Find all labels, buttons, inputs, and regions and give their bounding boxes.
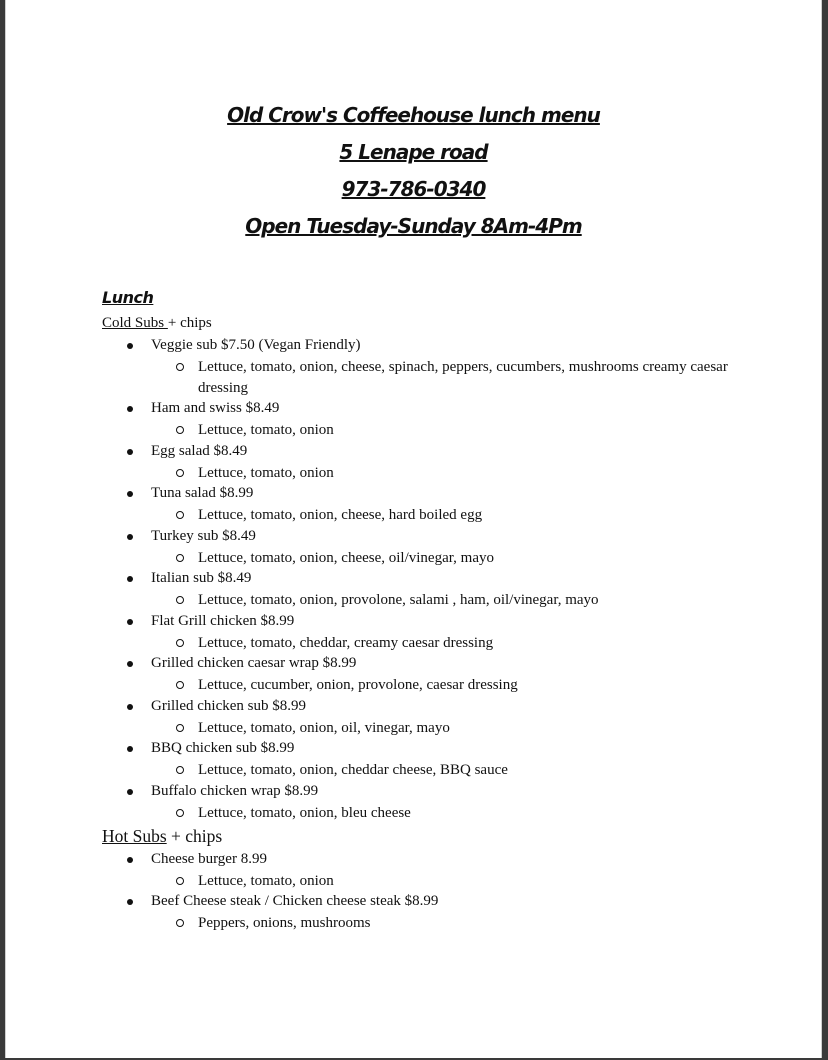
circle-bullet-icon [176,681,184,689]
bullet-icon [127,491,133,497]
item-name: Turkey sub $8.49 [151,528,256,544]
bullet-icon [127,746,133,752]
cold-subs-title: Cold Subs [102,315,168,331]
circle-bullet-icon [176,596,184,604]
circle-bullet-icon [176,639,184,647]
item-description: Lettuce, tomato, onion, provolone, salami , ham, oil/vinegar, mayo [198,590,738,611]
list-item [151,528,256,545]
item-name: Grilled chicken sub $8.99 [151,698,306,714]
bullet-icon [127,899,133,905]
list-item [151,851,267,868]
list-item [151,337,361,354]
circle-bullet-icon [176,511,184,519]
circle-bullet-icon [176,766,184,774]
item-name: Buffalo chicken wrap $8.99 [151,783,319,799]
bullet-icon [127,449,133,455]
lunch-heading: Lunch [102,288,154,307]
circle-bullet-icon [176,919,184,927]
circle-bullet-icon [176,426,184,434]
item-name: BBQ chicken sub $8.99 [151,740,295,756]
list-item [151,783,318,800]
bullet-icon [127,789,133,795]
menu-page [5,0,822,1058]
bullet-icon [127,661,133,667]
item-description: Lettuce, tomato, onion, cheese, spinach, peppers, cucumbers, mushrooms creamy caesar dressing [198,357,738,399]
list-item [151,655,356,672]
list-item [151,400,279,417]
item-description: Peppers, onions, mushrooms [198,913,738,934]
hot-subs-suffix: + chips [166,826,223,846]
menu-header [6,100,821,248]
hot-subs-title: Hot Subs [102,826,167,846]
list-item [151,570,251,587]
bullet-icon [127,619,133,625]
circle-bullet-icon [176,363,184,371]
list-item [151,613,294,630]
cold-subs-suffix: + chips [167,315,212,331]
item-name: Tuna salad $8.99 [151,485,254,501]
opening-hours: Open Tuesday-Sunday 8Am-4Pm [245,214,582,238]
item-description: Lettuce, tomato, onion, oil, vinegar, mayo [198,718,738,739]
item-description: Lettuce, tomato, onion [198,420,738,441]
item-description: Lettuce, tomato, onion, cheese, oil/vinegar, mayo [198,548,738,569]
address: 5 Lenape road [339,140,488,164]
bullet-icon [127,704,133,710]
circle-bullet-icon [176,469,184,477]
list-item [151,740,294,757]
item-description: Lettuce, tomato, onion [198,463,738,484]
list-item [151,698,306,715]
item-name: Cheese burger 8.99 [151,851,267,867]
item-description: Lettuce, tomato, onion, cheese, hard boiled egg [198,505,738,526]
list-item [151,443,247,460]
phone-number: 973-786-0340 [341,177,486,201]
item-description: Lettuce, cucumber, onion, provolone, caesar dressing [198,675,738,696]
bullet-icon [127,576,133,582]
item-description: Lettuce, tomato, onion, bleu cheese [198,803,738,824]
item-description: Lettuce, tomato, cheddar, creamy caesar dressing [198,633,738,654]
cold-subs-heading [102,315,212,332]
item-name: Ham and swiss $8.49 [151,400,280,416]
item-name: Beef Cheese steak / Chicken cheese steak $8.99 [151,893,439,909]
hot-subs-heading [102,826,222,847]
item-name: Grilled chicken caesar wrap $8.99 [151,655,357,671]
bullet-icon [127,534,133,540]
circle-bullet-icon [176,877,184,885]
item-name: Italian sub $8.49 [151,570,252,586]
bullet-icon [127,343,133,349]
list-item [151,893,438,910]
item-name: Veggie sub $7.50 (Vegan Friendly) [151,337,361,353]
item-name: Egg salad $8.49 [151,443,248,459]
circle-bullet-icon [176,809,184,817]
item-description: Lettuce, tomato, onion, cheddar cheese, BBQ sauce [198,760,738,781]
circle-bullet-icon [176,554,184,562]
item-name: Flat Grill chicken $8.99 [151,613,295,629]
circle-bullet-icon [176,724,184,732]
bullet-icon [127,857,133,863]
menu-title: Old Crow's Coffeehouse lunch menu [227,103,600,127]
bullet-icon [127,406,133,412]
item-description: Lettuce, tomato, onion [198,871,738,892]
list-item [151,485,253,502]
